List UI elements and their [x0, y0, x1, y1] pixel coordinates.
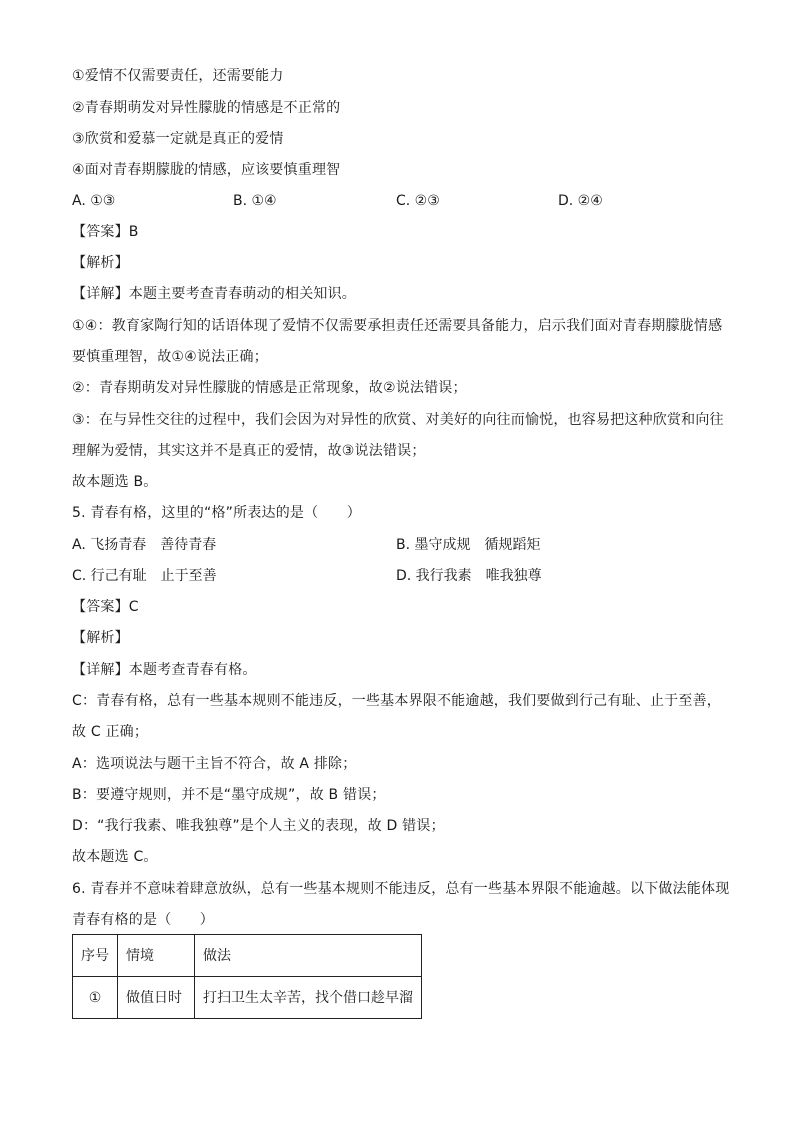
q4-analysis-line: 理解为爱情，其实这并不是真正的爱情，故③说法错误；: [72, 443, 426, 459]
q4-option-c: C. ②③: [396, 193, 440, 209]
q4-item-2: ②青春期萌发对异性朦胧的情感是不正常的: [72, 100, 341, 116]
q4-item-3: ③欣赏和爱慕一定就是真正的爱情: [72, 131, 284, 147]
q5-option-a: A. 飞扬青春 善待青春: [72, 537, 217, 553]
table-cell: 打扫卫生太辛苦，找个借口趁早溜: [195, 977, 422, 1019]
q5-analysis-label: 【解析】: [72, 630, 129, 646]
q5-option-b: B. 墨守成规 循规蹈矩: [396, 537, 541, 553]
q5-analysis-line: A：选项说法与题干主旨不符合，故 A 排除；: [72, 756, 357, 772]
q5-detail: 【详解】本题考查青春有格。: [72, 662, 257, 678]
table-header-row: [73, 935, 422, 977]
q5-analysis-line: 故 C 正确；: [72, 724, 149, 740]
q5-option-d: D. 我行我素 唯我独尊: [396, 568, 542, 584]
table-header-cell: 情境: [118, 935, 195, 977]
q4-answer: 【答案】B: [72, 224, 139, 240]
table-row: [73, 977, 422, 1019]
q5-stem: 5. 青春有格，这里的“格”所表达的是（ ）: [72, 505, 361, 521]
q5-analysis-line: C：青春有格，总有一些基本规则不能违反，一些基本界限不能逾越，我们要做到行己有耻、止于至善，: [72, 693, 721, 709]
q4-option-b: B. ①④: [233, 193, 277, 209]
q4-analysis-label: 【解析】: [72, 255, 129, 271]
q5-answer: 【答案】C: [72, 599, 139, 615]
q6-stem-line-2: 青春有格的是（ ）: [72, 912, 214, 928]
q4-detail: 【详解】本题主要考查青春萌动的相关知识。: [72, 286, 356, 302]
q4-item-4: ④面对青春期朦胧的情感，应该要慎重理智: [72, 162, 341, 178]
q4-analysis-line: ①④：教育家陶行知的话语体现了爱情不仅需要承担责任还需要具备能力，启示我们面对青春期朦胧情感: [72, 318, 723, 334]
table-header-cell: 序号: [73, 935, 118, 977]
q4-option-d: D. ②④: [558, 193, 603, 209]
q5-conclusion: 故本题选 C。: [72, 849, 158, 865]
table-cell: ①: [73, 977, 118, 1019]
q4-item-1: ①爱情不仅需要责任，还需要能力: [72, 68, 284, 84]
q6-stem-line-1: 6. 青春并不意味着肆意放纵，总有一些基本规则不能违反，总有一些基本界限不能逾越。以下做法能体现: [72, 881, 730, 897]
q5-option-c: C. 行己有耻 止于至善: [72, 568, 217, 584]
q4-analysis-line: ③：在与异性交往的过程中，我们会因为对异性的欣赏、对美好的向往而愉悦，也容易把这种欣赏和向往: [72, 412, 724, 428]
q6-table: [72, 934, 422, 1019]
q4-analysis-line: 要慎重理智，故①④说法正确；: [72, 349, 268, 365]
table-cell: 做值日时: [118, 977, 195, 1019]
q4-option-a: A. ①③: [72, 193, 116, 209]
q4-conclusion: 故本题选 B。: [72, 474, 158, 490]
q4-analysis-line: ②：青春期萌发对异性朦胧的情感是正常现象，故②说法错误；: [72, 380, 467, 396]
q5-analysis-line: D：“我行我素、唯我独尊”是个人主义的表现，故 D 错误；: [72, 818, 445, 834]
q5-analysis-line: B：要遵守规则，并不是“墨守成规”，故 B 错误；: [72, 787, 386, 803]
table-header-cell: 做法: [195, 935, 422, 977]
